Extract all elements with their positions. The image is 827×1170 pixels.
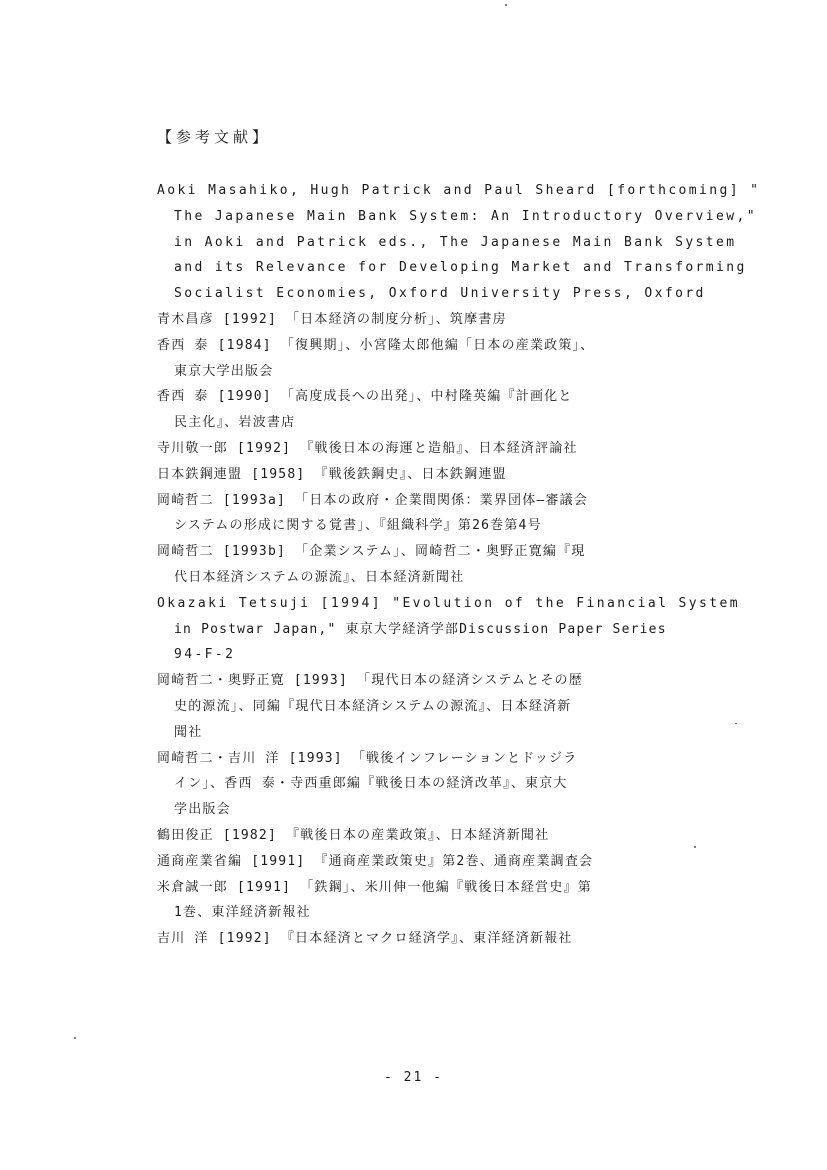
reference-entry [157,591,740,668]
reference-line: 香西 泰 [1990] 「高度成長への出発」、中村隆英編『計画化と [157,389,573,405]
reference-line: Aoki Masahiko, Hugh Patrick and Paul Sheard [forthcoming] " [157,183,761,198]
reference-line: 吉川 洋 [1992] 『日本経済とマクロ経済学』、東洋経済新報社 [157,931,573,947]
reference-continuation-line: and its Relevance for Developing Market and Transforming [174,260,747,276]
reference-line: 香西 泰 [1984] 「復興期」、小宮隆太郎他編「日本の産業政策」、 [157,337,595,353]
reference-continuation-line: 94-F-2 [174,647,236,663]
reference-entry [157,307,717,333]
reference-continuation-line: 聞社 [174,724,203,740]
reference-continuation-line: in Aoki and Patrick eds., The Japanese Main Bank System [174,234,737,250]
reference-line: 岡崎哲二 [1993a] 「日本の政府・企業間関係：業界団体―審議会 [157,492,589,508]
reference-line: 日本鉄鋼連盟 [1958] 『戦後鉄鋼史』、日本鉄鋼連盟 [157,466,507,482]
references-heading: 【参考文献】 [157,128,272,146]
reference-entry [157,926,717,952]
reference-entry [157,178,761,307]
reference-entry [157,668,717,745]
reference-line: 鶴田俊正 [1982] 『戦後日本の産業政策』、日本経済新聞社 [157,827,550,843]
reference-entry [157,384,717,436]
reference-entry [157,849,717,875]
reference-continuation-line: 1巻、東洋経済新報社 [174,905,311,921]
reference-continuation-line: イン」、香西 泰・寺西重郎編『戦後日本の経済改革』、東京大 [174,776,568,792]
scan-speck [694,846,696,848]
reference-continuation-line: 東京大学出版会 [174,363,274,379]
reference-entry [157,823,717,849]
reference-entry [157,875,717,927]
reference-line: Okazaki Tetsuji [1994] "Evolution of the Financial System [157,595,740,611]
reference-continuation-line: システムの形成に関する覚書」、『組織科学』第26巻第4号 [174,518,542,534]
reference-continuation-line: 民主化』、岩波書店 [174,415,296,431]
reference-list [157,178,761,952]
scan-speck [74,1037,76,1039]
reference-continuation-line: in Postwar Japan," 東京大学経済学部Discussion Paper Series [174,621,667,637]
reference-continuation-line: The Japanese Main Bank System: An Introductory Overview," [174,208,757,224]
reference-continuation-line: 史的源流」、同編『現代日本経済システムの源流』、日本経済新 [174,698,572,714]
page-number: - 21 - [384,1070,443,1085]
scan-speck [735,723,737,724]
reference-line: 青木昌彦 [1992] 「日本経済の制度分析」、筑摩書房 [157,311,507,327]
reference-line: 米倉誠一郎 [1991] 「鉄鋼」、米川伸一他編『戦後日本経営史』第 [157,879,592,895]
reference-entry [157,436,717,462]
reference-line: 岡崎哲二・奥野正寛 [1993] 「現代日本の経済システムとその歴 [157,673,583,689]
reference-continuation-line: 代日本経済システムの源流』、日本経済新聞社 [174,569,465,585]
scan-speck [505,4,507,6]
reference-line: 岡崎哲二・吉川 洋 [1993] 「戦後インフレーションとドッジラ [157,750,578,766]
reference-line: 寺川敬一郎 [1992] 『戦後日本の海運と造船』、日本経済評論社 [157,440,578,456]
reference-continuation-line: Socialist Economies, Oxford University Press, Oxford [174,286,706,302]
reference-entry [157,539,717,591]
reference-entry [157,746,717,823]
reference-entry [157,333,717,385]
reference-continuation-line: 学出版会 [174,802,231,818]
reference-line: 通商産業省編 [1991] 『通商産業政策史』第2巻、通商産業調査会 [157,853,594,869]
reference-entry [157,488,717,540]
reference-entry [157,462,717,488]
reference-line: 岡崎哲二 [1993b] 「企業システム」、岡崎哲二・奥野正寛編『現 [157,544,586,560]
